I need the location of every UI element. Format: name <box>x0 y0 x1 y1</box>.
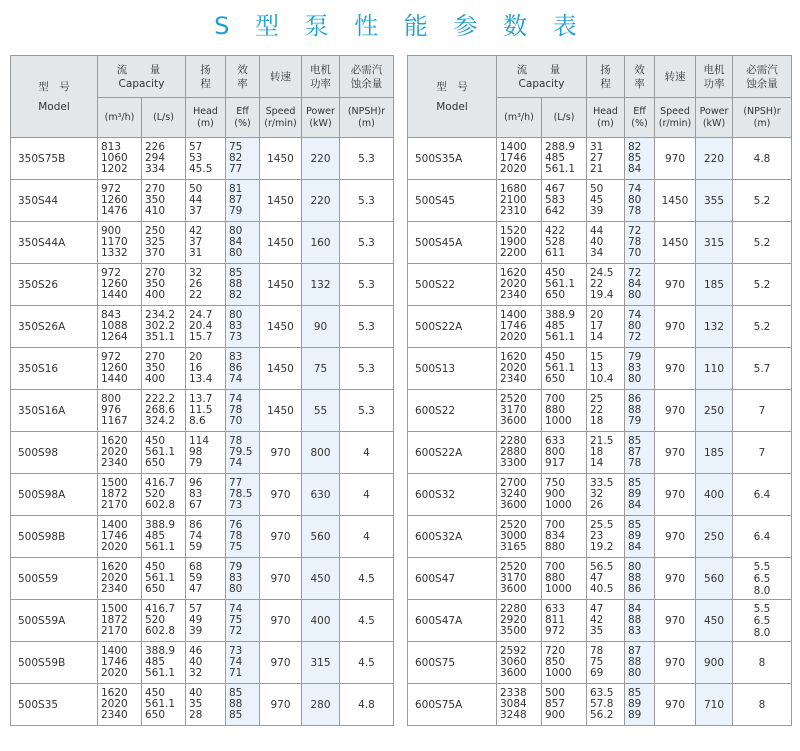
flow-ls-cell: 467 583 642 <box>542 180 587 222</box>
eff-cell: 80 83 73 <box>226 306 260 348</box>
npsh-cell: 5.3 <box>340 180 394 222</box>
model-cell: 350S16 <box>11 348 98 390</box>
model-cell: 600S32A <box>408 516 497 558</box>
power-cell: 132 <box>302 264 340 306</box>
head-cell: 68 59 47 <box>186 558 226 600</box>
power-cell: 90 <box>302 306 340 348</box>
eff-cell: 80 84 80 <box>226 222 260 264</box>
flow-m3h-cell: 1500 1872 2170 <box>98 474 142 516</box>
model-cell: 600S75A <box>408 684 497 726</box>
unit-m3h: (m³/h) <box>497 98 542 138</box>
power-cell: 250 <box>696 516 733 558</box>
flow-m3h-cell: 1400 1746 2020 <box>497 138 542 180</box>
model-cell: 350S16A <box>11 390 98 432</box>
table-row <box>11 180 394 222</box>
head-cell: 57 49 39 <box>186 600 226 642</box>
table-row <box>408 474 792 516</box>
flow-m3h-cell: 813 1060 1202 <box>98 138 142 180</box>
eff-cell: 79 83 80 <box>226 558 260 600</box>
speed-cell: 970 <box>655 432 696 474</box>
model-cell: 500S35A <box>408 138 497 180</box>
npsh-header-en: (NPSH)r (m) <box>733 98 792 138</box>
npsh-cell: 4.5 <box>340 642 394 684</box>
speed-cell: 970 <box>260 558 302 600</box>
flow-ls-cell: 388.9 485 561.1 <box>542 306 587 348</box>
flow-m3h-cell: 972 1260 1476 <box>98 180 142 222</box>
npsh-cell: 5.3 <box>340 264 394 306</box>
table-row <box>11 600 394 642</box>
power-header-en: Power (kW) <box>302 98 340 138</box>
npsh-cell: 5.3 <box>340 222 394 264</box>
npsh-cell: 8 <box>733 642 792 684</box>
head-cell: 32 26 22 <box>186 264 226 306</box>
speed-cell: 1450 <box>260 138 302 180</box>
speed-cell: 1450 <box>260 222 302 264</box>
speed-cell: 970 <box>655 558 696 600</box>
npsh-cell: 6.4 <box>733 474 792 516</box>
eff-header-cn: 效 率 <box>625 56 655 98</box>
flow-m3h-cell: 1620 2020 2340 <box>497 348 542 390</box>
flow-m3h-cell: 2280 2880 3300 <box>497 432 542 474</box>
flow-ls-cell: 450 561.1 650 <box>142 684 186 726</box>
model-cell: 500S59A <box>11 600 98 642</box>
flow-m3h-cell: 1400 1746 2020 <box>98 642 142 684</box>
power-cell: 400 <box>302 600 340 642</box>
npsh-cell: 4 <box>340 516 394 558</box>
eff-header-en: Eff (%) <box>226 98 260 138</box>
flow-ls-cell: 226 294 334 <box>142 138 186 180</box>
npsh-cell: 5.3 <box>340 348 394 390</box>
flow-m3h-cell: 2520 3000 3165 <box>497 516 542 558</box>
model-cell: 350S26 <box>11 264 98 306</box>
eff-cell: 74 80 78 <box>625 180 655 222</box>
speed-cell: 970 <box>655 264 696 306</box>
table-row <box>11 432 394 474</box>
model-cell: 600S47A <box>408 600 497 642</box>
eff-cell: 84 88 83 <box>625 600 655 642</box>
flow-ls-cell: 388.9 485 561.1 <box>142 516 186 558</box>
model-cell: 600S75 <box>408 642 497 684</box>
model-cell: 500S59 <box>11 558 98 600</box>
speed-cell: 1450 <box>260 180 302 222</box>
flow-m3h-cell: 2700 3240 3600 <box>497 474 542 516</box>
speed-cell: 970 <box>655 390 696 432</box>
head-cell: 42 37 31 <box>186 222 226 264</box>
npsh-cell: 5.5 6.5 8.0 <box>733 558 792 600</box>
model-header <box>408 56 497 138</box>
flow-ls-cell: 250 325 370 <box>142 222 186 264</box>
table-row <box>11 558 394 600</box>
table-row <box>11 390 394 432</box>
head-cell: 114 98 79 <box>186 432 226 474</box>
flow-m3h-cell: 1620 2020 2340 <box>98 558 142 600</box>
head-cell: 33.5 32 26 <box>587 474 625 516</box>
flow-m3h-cell: 1520 1900 2200 <box>497 222 542 264</box>
flow-ls-cell: 700 834 880 <box>542 516 587 558</box>
head-cell: 56.5 47 40.5 <box>587 558 625 600</box>
table-row <box>11 642 394 684</box>
head-header-cn: 扬 程 <box>587 56 625 98</box>
pump-table-right <box>407 55 792 726</box>
flow-m3h-cell: 843 1088 1264 <box>98 306 142 348</box>
npsh-cell: 7 <box>733 390 792 432</box>
speed-cell: 1450 <box>260 306 302 348</box>
npsh-cell: 5.5 6.5 8.0 <box>733 600 792 642</box>
eff-cell: 85 89 89 <box>625 684 655 726</box>
power-cell: 110 <box>696 348 733 390</box>
capacity-header <box>497 56 587 98</box>
power-cell: 315 <box>696 222 733 264</box>
speed-cell: 970 <box>655 138 696 180</box>
model-cell: 600S32 <box>408 474 497 516</box>
table-row <box>11 306 394 348</box>
flow-ls-cell: 720 850 1000 <box>542 642 587 684</box>
eff-cell: 85 88 85 <box>226 684 260 726</box>
model-cell: 500S98 <box>11 432 98 474</box>
npsh-cell: 5.2 <box>733 222 792 264</box>
model-header-cn: 型 号 <box>436 80 468 93</box>
flow-ls-cell: 388.9 485 561.1 <box>142 642 186 684</box>
power-cell: 710 <box>696 684 733 726</box>
table-row <box>408 390 792 432</box>
unit-ls: (L/s) <box>542 98 587 138</box>
model-header-en: Model <box>436 100 468 113</box>
speed-cell: 1450 <box>260 348 302 390</box>
speed-header-cn: 转速 <box>260 56 302 98</box>
npsh-cell: 4.5 <box>340 600 394 642</box>
model-cell: 500S22A <box>408 306 497 348</box>
speed-cell: 970 <box>260 600 302 642</box>
head-cell: 40 35 28 <box>186 684 226 726</box>
flow-ls-cell: 700 880 1000 <box>542 390 587 432</box>
table-row <box>408 558 792 600</box>
table-row <box>408 138 792 180</box>
unit-ls: (L/s) <box>142 98 186 138</box>
eff-cell: 72 84 80 <box>625 264 655 306</box>
flow-m3h-cell: 1500 1872 2170 <box>98 600 142 642</box>
power-cell: 800 <box>302 432 340 474</box>
power-cell: 355 <box>696 180 733 222</box>
speed-header-en: Speed (r/min) <box>260 98 302 138</box>
eff-cell: 75 82 77 <box>226 138 260 180</box>
power-header-en: Power (kW) <box>696 98 733 138</box>
flow-m3h-cell: 2520 3170 3600 <box>497 390 542 432</box>
npsh-cell: 7 <box>733 432 792 474</box>
head-cell: 25.5 23 19.2 <box>587 516 625 558</box>
eff-cell: 73 74 71 <box>226 642 260 684</box>
npsh-cell: 5.3 <box>340 306 394 348</box>
table-row <box>408 516 792 558</box>
head-cell: 57 53 45.5 <box>186 138 226 180</box>
speed-cell: 970 <box>655 348 696 390</box>
eff-cell: 82 85 84 <box>625 138 655 180</box>
table-row <box>408 180 792 222</box>
speed-cell: 970 <box>655 306 696 348</box>
speed-cell: 970 <box>260 474 302 516</box>
flow-m3h-cell: 1400 1746 2020 <box>98 516 142 558</box>
flow-ls-cell: 450 561.1 650 <box>142 558 186 600</box>
power-cell: 132 <box>696 306 733 348</box>
table-row <box>11 348 394 390</box>
power-cell: 55 <box>302 390 340 432</box>
flow-ls-cell: 222.2 268.6 324.2 <box>142 390 186 432</box>
head-cell: 15 13 10.4 <box>587 348 625 390</box>
speed-cell: 970 <box>655 684 696 726</box>
table-row <box>408 432 792 474</box>
flow-ls-cell: 500 857 900 <box>542 684 587 726</box>
head-cell: 20 17 14 <box>587 306 625 348</box>
speed-cell: 1450 <box>655 180 696 222</box>
flow-m3h-cell: 2592 3060 3600 <box>497 642 542 684</box>
model-cell: 350S44 <box>11 180 98 222</box>
table-row <box>408 306 792 348</box>
power-cell: 75 <box>302 348 340 390</box>
capacity-header <box>98 56 186 98</box>
head-cell: 47 42 35 <box>587 600 625 642</box>
power-cell: 250 <box>696 390 733 432</box>
speed-cell: 970 <box>655 600 696 642</box>
table-row <box>11 222 394 264</box>
capacity-header-cn: 流 量 <box>116 63 167 76</box>
page-title: S 型 泵 性 能 参 数 表 <box>214 12 586 40</box>
eff-header-cn: 效 率 <box>226 56 260 98</box>
speed-cell: 970 <box>655 516 696 558</box>
model-cell: 500S13 <box>408 348 497 390</box>
head-cell: 24.5 22 19.4 <box>587 264 625 306</box>
model-cell: 500S98B <box>11 516 98 558</box>
npsh-cell: 5.2 <box>733 264 792 306</box>
power-header-cn: 电机 功率 <box>302 56 340 98</box>
speed-header-en: Speed (r/min) <box>655 98 696 138</box>
eff-cell: 72 78 70 <box>625 222 655 264</box>
model-header-en: Model <box>38 100 70 113</box>
flow-m3h-cell: 2520 3170 3600 <box>497 558 542 600</box>
power-cell: 185 <box>696 264 733 306</box>
head-cell: 24.7 20.4 15.7 <box>186 306 226 348</box>
model-cell: 500S35 <box>11 684 98 726</box>
head-cell: 96 83 67 <box>186 474 226 516</box>
model-cell: 500S22 <box>408 264 497 306</box>
flow-ls-cell: 450 561.1 650 <box>542 264 587 306</box>
capacity-header-en: Capacity <box>518 77 565 90</box>
power-header-cn: 电机 功率 <box>696 56 733 98</box>
table-row <box>408 348 792 390</box>
flow-m3h-cell: 972 1260 1440 <box>98 348 142 390</box>
flow-ls-cell: 700 880 1000 <box>542 558 587 600</box>
flow-ls-cell: 270 350 400 <box>142 264 186 306</box>
capacity-header-cn: 流 量 <box>516 63 567 76</box>
speed-cell: 970 <box>655 474 696 516</box>
head-cell: 46 40 32 <box>186 642 226 684</box>
npsh-cell: 5.2 <box>733 180 792 222</box>
speed-cell: 970 <box>655 642 696 684</box>
flow-ls-cell: 270 350 400 <box>142 348 186 390</box>
table-row <box>408 600 792 642</box>
head-cell: 78 75 69 <box>587 642 625 684</box>
power-cell: 630 <box>302 474 340 516</box>
flow-m3h-cell: 2280 2920 3500 <box>497 600 542 642</box>
power-cell: 450 <box>302 558 340 600</box>
power-cell: 220 <box>696 138 733 180</box>
head-cell: 25 22 18 <box>587 390 625 432</box>
npsh-cell: 5.3 <box>340 390 394 432</box>
eff-cell: 76 78 75 <box>226 516 260 558</box>
power-cell: 220 <box>302 138 340 180</box>
power-cell: 315 <box>302 642 340 684</box>
head-cell: 63.5 57.8 56.2 <box>587 684 625 726</box>
flow-m3h-cell: 1400 1746 2020 <box>497 306 542 348</box>
power-cell: 560 <box>302 516 340 558</box>
npsh-cell: 4 <box>340 432 394 474</box>
flow-ls-cell: 633 800 917 <box>542 432 587 474</box>
npsh-cell: 4.8 <box>340 684 394 726</box>
table-row <box>11 684 394 726</box>
flow-m3h-cell: 2338 3084 3248 <box>497 684 542 726</box>
eff-cell: 74 78 70 <box>226 390 260 432</box>
table-row <box>11 138 394 180</box>
model-cell: 500S59B <box>11 642 98 684</box>
eff-cell: 85 87 78 <box>625 432 655 474</box>
eff-cell: 85 88 82 <box>226 264 260 306</box>
eff-cell: 79 83 80 <box>625 348 655 390</box>
table-row <box>408 222 792 264</box>
eff-cell: 81 87 79 <box>226 180 260 222</box>
head-cell: 31 27 21 <box>587 138 625 180</box>
flow-m3h-cell: 1620 2020 2340 <box>98 432 142 474</box>
speed-cell: 1450 <box>655 222 696 264</box>
npsh-cell: 5.7 <box>733 348 792 390</box>
eff-header-en: Eff (%) <box>625 98 655 138</box>
flow-m3h-cell: 800 976 1167 <box>98 390 142 432</box>
flow-ls-cell: 750 900 1000 <box>542 474 587 516</box>
npsh-header-cn: 必需汽 蚀余量 <box>340 56 394 98</box>
flow-m3h-cell: 972 1260 1440 <box>98 264 142 306</box>
head-cell: 13.7 11.5 8.6 <box>186 390 226 432</box>
head-cell: 50 44 37 <box>186 180 226 222</box>
power-cell: 450 <box>696 600 733 642</box>
model-header <box>11 56 98 138</box>
npsh-cell: 5.2 <box>733 306 792 348</box>
flow-ls-cell: 450 561.1 650 <box>142 432 186 474</box>
model-cell: 350S44A <box>11 222 98 264</box>
head-header-en: Head (m) <box>186 98 226 138</box>
table-row <box>408 264 792 306</box>
power-cell: 400 <box>696 474 733 516</box>
model-cell: 500S45 <box>408 180 497 222</box>
npsh-cell: 8 <box>733 684 792 726</box>
flow-ls-cell: 288.9 485 561.1 <box>542 138 587 180</box>
speed-cell: 970 <box>260 516 302 558</box>
eff-cell: 83 86 74 <box>226 348 260 390</box>
flow-m3h-cell: 1680 2100 2310 <box>497 180 542 222</box>
speed-cell: 1450 <box>260 264 302 306</box>
eff-cell: 77 78.5 73 <box>226 474 260 516</box>
eff-cell: 85 89 84 <box>625 474 655 516</box>
flow-m3h-cell: 1620 2020 2340 <box>497 264 542 306</box>
flow-ls-cell: 422 528 611 <box>542 222 587 264</box>
table-row <box>11 264 394 306</box>
pump-table-left <box>10 55 394 726</box>
model-cell: 350S75B <box>11 138 98 180</box>
flow-ls-cell: 450 561.1 650 <box>542 348 587 390</box>
power-cell: 280 <box>302 684 340 726</box>
speed-cell: 970 <box>260 684 302 726</box>
table-row <box>11 474 394 516</box>
power-cell: 900 <box>696 642 733 684</box>
eff-cell: 78 79.5 74 <box>226 432 260 474</box>
speed-cell: 1450 <box>260 390 302 432</box>
flow-ls-cell: 270 350 410 <box>142 180 186 222</box>
eff-cell: 80 88 86 <box>625 558 655 600</box>
eff-cell: 87 88 80 <box>625 642 655 684</box>
head-header-en: Head (m) <box>587 98 625 138</box>
npsh-header-en: (NPSH)r (m) <box>340 98 394 138</box>
npsh-header-cn: 必需汽 蚀余量 <box>733 56 792 98</box>
model-cell: 600S22A <box>408 432 497 474</box>
npsh-cell: 4.8 <box>733 138 792 180</box>
power-cell: 560 <box>696 558 733 600</box>
capacity-header-en: Capacity <box>118 77 165 90</box>
table-row <box>408 684 792 726</box>
head-cell: 20 16 13.4 <box>186 348 226 390</box>
model-cell: 500S98A <box>11 474 98 516</box>
eff-cell: 86 88 79 <box>625 390 655 432</box>
flow-ls-cell: 416.7 520 602.8 <box>142 600 186 642</box>
npsh-cell: 4 <box>340 474 394 516</box>
eff-cell: 85 89 84 <box>625 516 655 558</box>
flow-m3h-cell: 900 1170 1332 <box>98 222 142 264</box>
speed-cell: 970 <box>260 432 302 474</box>
npsh-cell: 6.4 <box>733 516 792 558</box>
flow-ls-cell: 234.2 302.2 351.1 <box>142 306 186 348</box>
power-cell: 185 <box>696 432 733 474</box>
model-cell: 600S22 <box>408 390 497 432</box>
head-cell: 21.5 18 14 <box>587 432 625 474</box>
speed-header-cn: 转速 <box>655 56 696 98</box>
table-row <box>11 516 394 558</box>
unit-m3h: (m³/h) <box>98 98 142 138</box>
model-cell: 600S47 <box>408 558 497 600</box>
model-header-cn: 型 号 <box>38 80 70 93</box>
power-cell: 220 <box>302 180 340 222</box>
power-cell: 160 <box>302 222 340 264</box>
table-row <box>408 642 792 684</box>
npsh-cell: 4.5 <box>340 558 394 600</box>
head-header-cn: 扬 程 <box>186 56 226 98</box>
npsh-cell: 5.3 <box>340 138 394 180</box>
head-cell: 44 40 34 <box>587 222 625 264</box>
model-cell: 500S45A <box>408 222 497 264</box>
eff-cell: 74 75 72 <box>226 600 260 642</box>
head-cell: 50 45 39 <box>587 180 625 222</box>
flow-ls-cell: 416.7 520 602.8 <box>142 474 186 516</box>
eff-cell: 74 80 72 <box>625 306 655 348</box>
head-cell: 86 74 59 <box>186 516 226 558</box>
speed-cell: 970 <box>260 642 302 684</box>
flow-m3h-cell: 1620 2020 2340 <box>98 684 142 726</box>
model-cell: 350S26A <box>11 306 98 348</box>
flow-ls-cell: 633 811 972 <box>542 600 587 642</box>
